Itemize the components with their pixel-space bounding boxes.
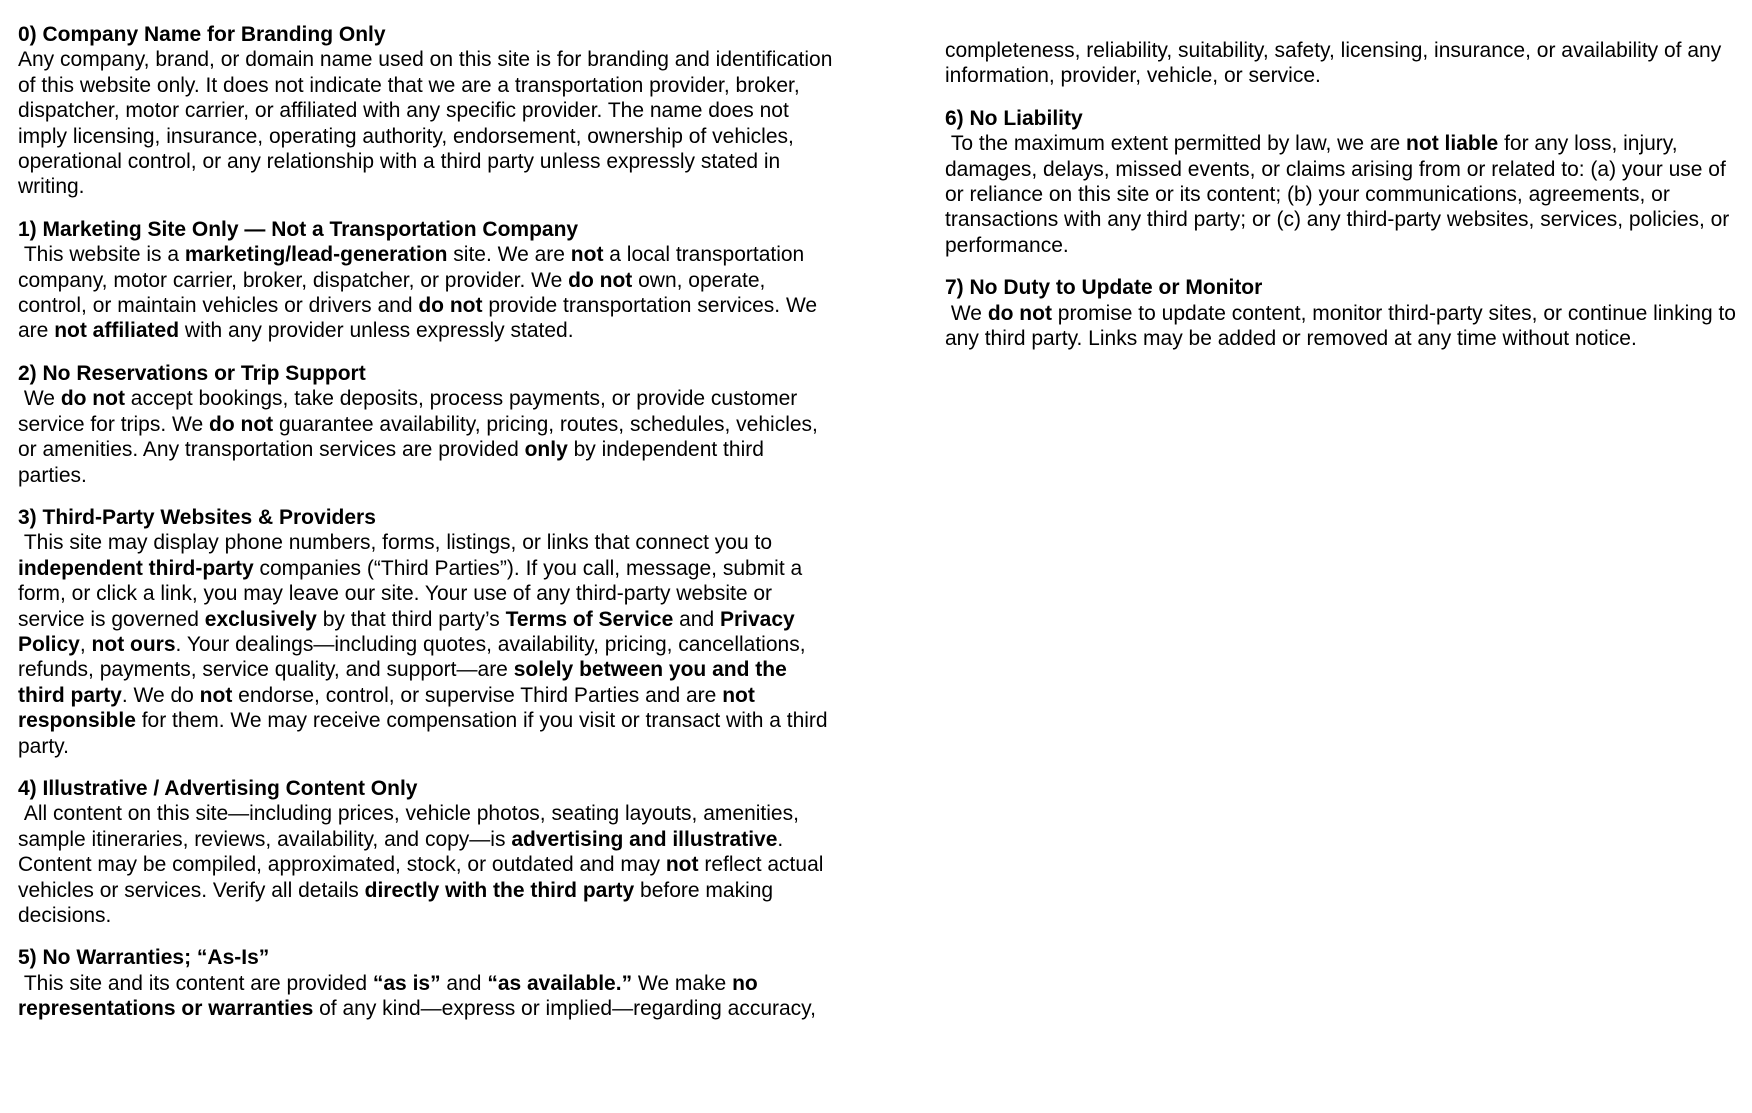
section-heading: 5) No Warranties; “As-Is” xyxy=(18,946,270,970)
section-body: To the maximum extent permitted by law, we are not liable for any loss, injury, damages, delays, missed events, or claims arising from or related to: (a) your use of or reliance on this site or its content; (b) your communications, agreements, or transactions with any third party; or (c) any third-party websites, services, policies, or performance. xyxy=(945,132,1736,257)
disclaimer-section xyxy=(18,217,836,344)
section-body: This site may display phone numbers, forms, listings, or links that connect you to independent third-party companies (“Third Parties”). If you call, message, submit a form, or click a link, you may leave our site. Your use of any third-party website or service is governed exclusively by that third party’s Terms of Service and Privacy Policy, not ours. Your dealings—including quotes, availability, pricing, cancellations, refunds, payments, service quality, and support—are solely between you and the third party. We do not endorse, control, or supervise Third Parties and are not responsible for them. We may receive compensation if you visit or transact with a third party. xyxy=(18,531,834,758)
section-heading: 4) Illustrative / Advertising Content Only xyxy=(18,776,418,800)
section-body: We do not promise to update content, monitor third-party sites, or continue linking to any third party. Links may be added or removed at any time without notice. xyxy=(945,301,1742,351)
disclaimer-section xyxy=(18,361,836,488)
section-body: All content on this site—including prices, vehicle photos, seating layouts, amenities, sample itineraries, reviews, availability, and copy—is advertising and illustrative. Content may be compiled, approximated, stock, or outdated and may not reflect actual vehicles or services. Verify all details directly with the third party before making decisions. xyxy=(18,802,830,927)
section-body: completeness, reliability, suitability, safety, licensing, insurance, or availability of any information, provider, vehicle, or service. xyxy=(945,39,1728,88)
disclaimer-section xyxy=(18,945,836,1021)
disclaimer-section xyxy=(18,505,836,759)
disclaimer-section xyxy=(945,275,1745,351)
section-heading: 0) Company Name for Branding Only xyxy=(18,23,386,46)
section-body: This site and its content are provided “as is” and “as available.” We make no representations or warranties of any kind—express or implied—regarding accuracy, xyxy=(18,971,816,1021)
section-body: This website is a marketing/lead-generation site. We are not a local transportation company, motor carrier, broker, dispatcher, or provider. We do not own, operate, control, or maintain vehicles or drivers and do not provide transportation services. We are not affiliated with any provider unless expressly stated. xyxy=(18,243,823,343)
section-heading: 6) No Liability xyxy=(945,106,1083,130)
section-body: Any company, brand, or domain name used on this site is for branding and identification of this website only. It does not indicate that we are a transportation provider, broker, dispatcher, motor carrier, or affiliated with any specific provider. The name does not imply licensing, insurance, operating authority, endorsement, ownership of vehicles, operational control, or any relationship with a third party unless expressly stated in writing. xyxy=(18,48,839,199)
section-body: We do not accept bookings, take deposits, process payments, or provide customer service for trips. We do not guarantee availability, pricing, routes, schedules, vehicles, or amenities. Any transportation services are provided only by independent third parties. xyxy=(18,387,824,487)
section-heading: 7) No Duty to Update or Monitor xyxy=(945,276,1263,300)
disclaimer-section xyxy=(18,22,839,200)
section-heading: 2) No Reservations or Trip Support xyxy=(18,361,366,385)
disclaimer-section xyxy=(945,106,1745,258)
section-heading: 3) Third-Party Websites & Providers xyxy=(18,505,376,529)
disclaimer-section-continuation xyxy=(945,38,1745,89)
disclaimer-section xyxy=(18,776,836,928)
column-right xyxy=(945,38,1745,368)
section-heading: 1) Marketing Site Only — Not a Transportation Company xyxy=(18,217,579,241)
column-left xyxy=(18,22,839,1039)
